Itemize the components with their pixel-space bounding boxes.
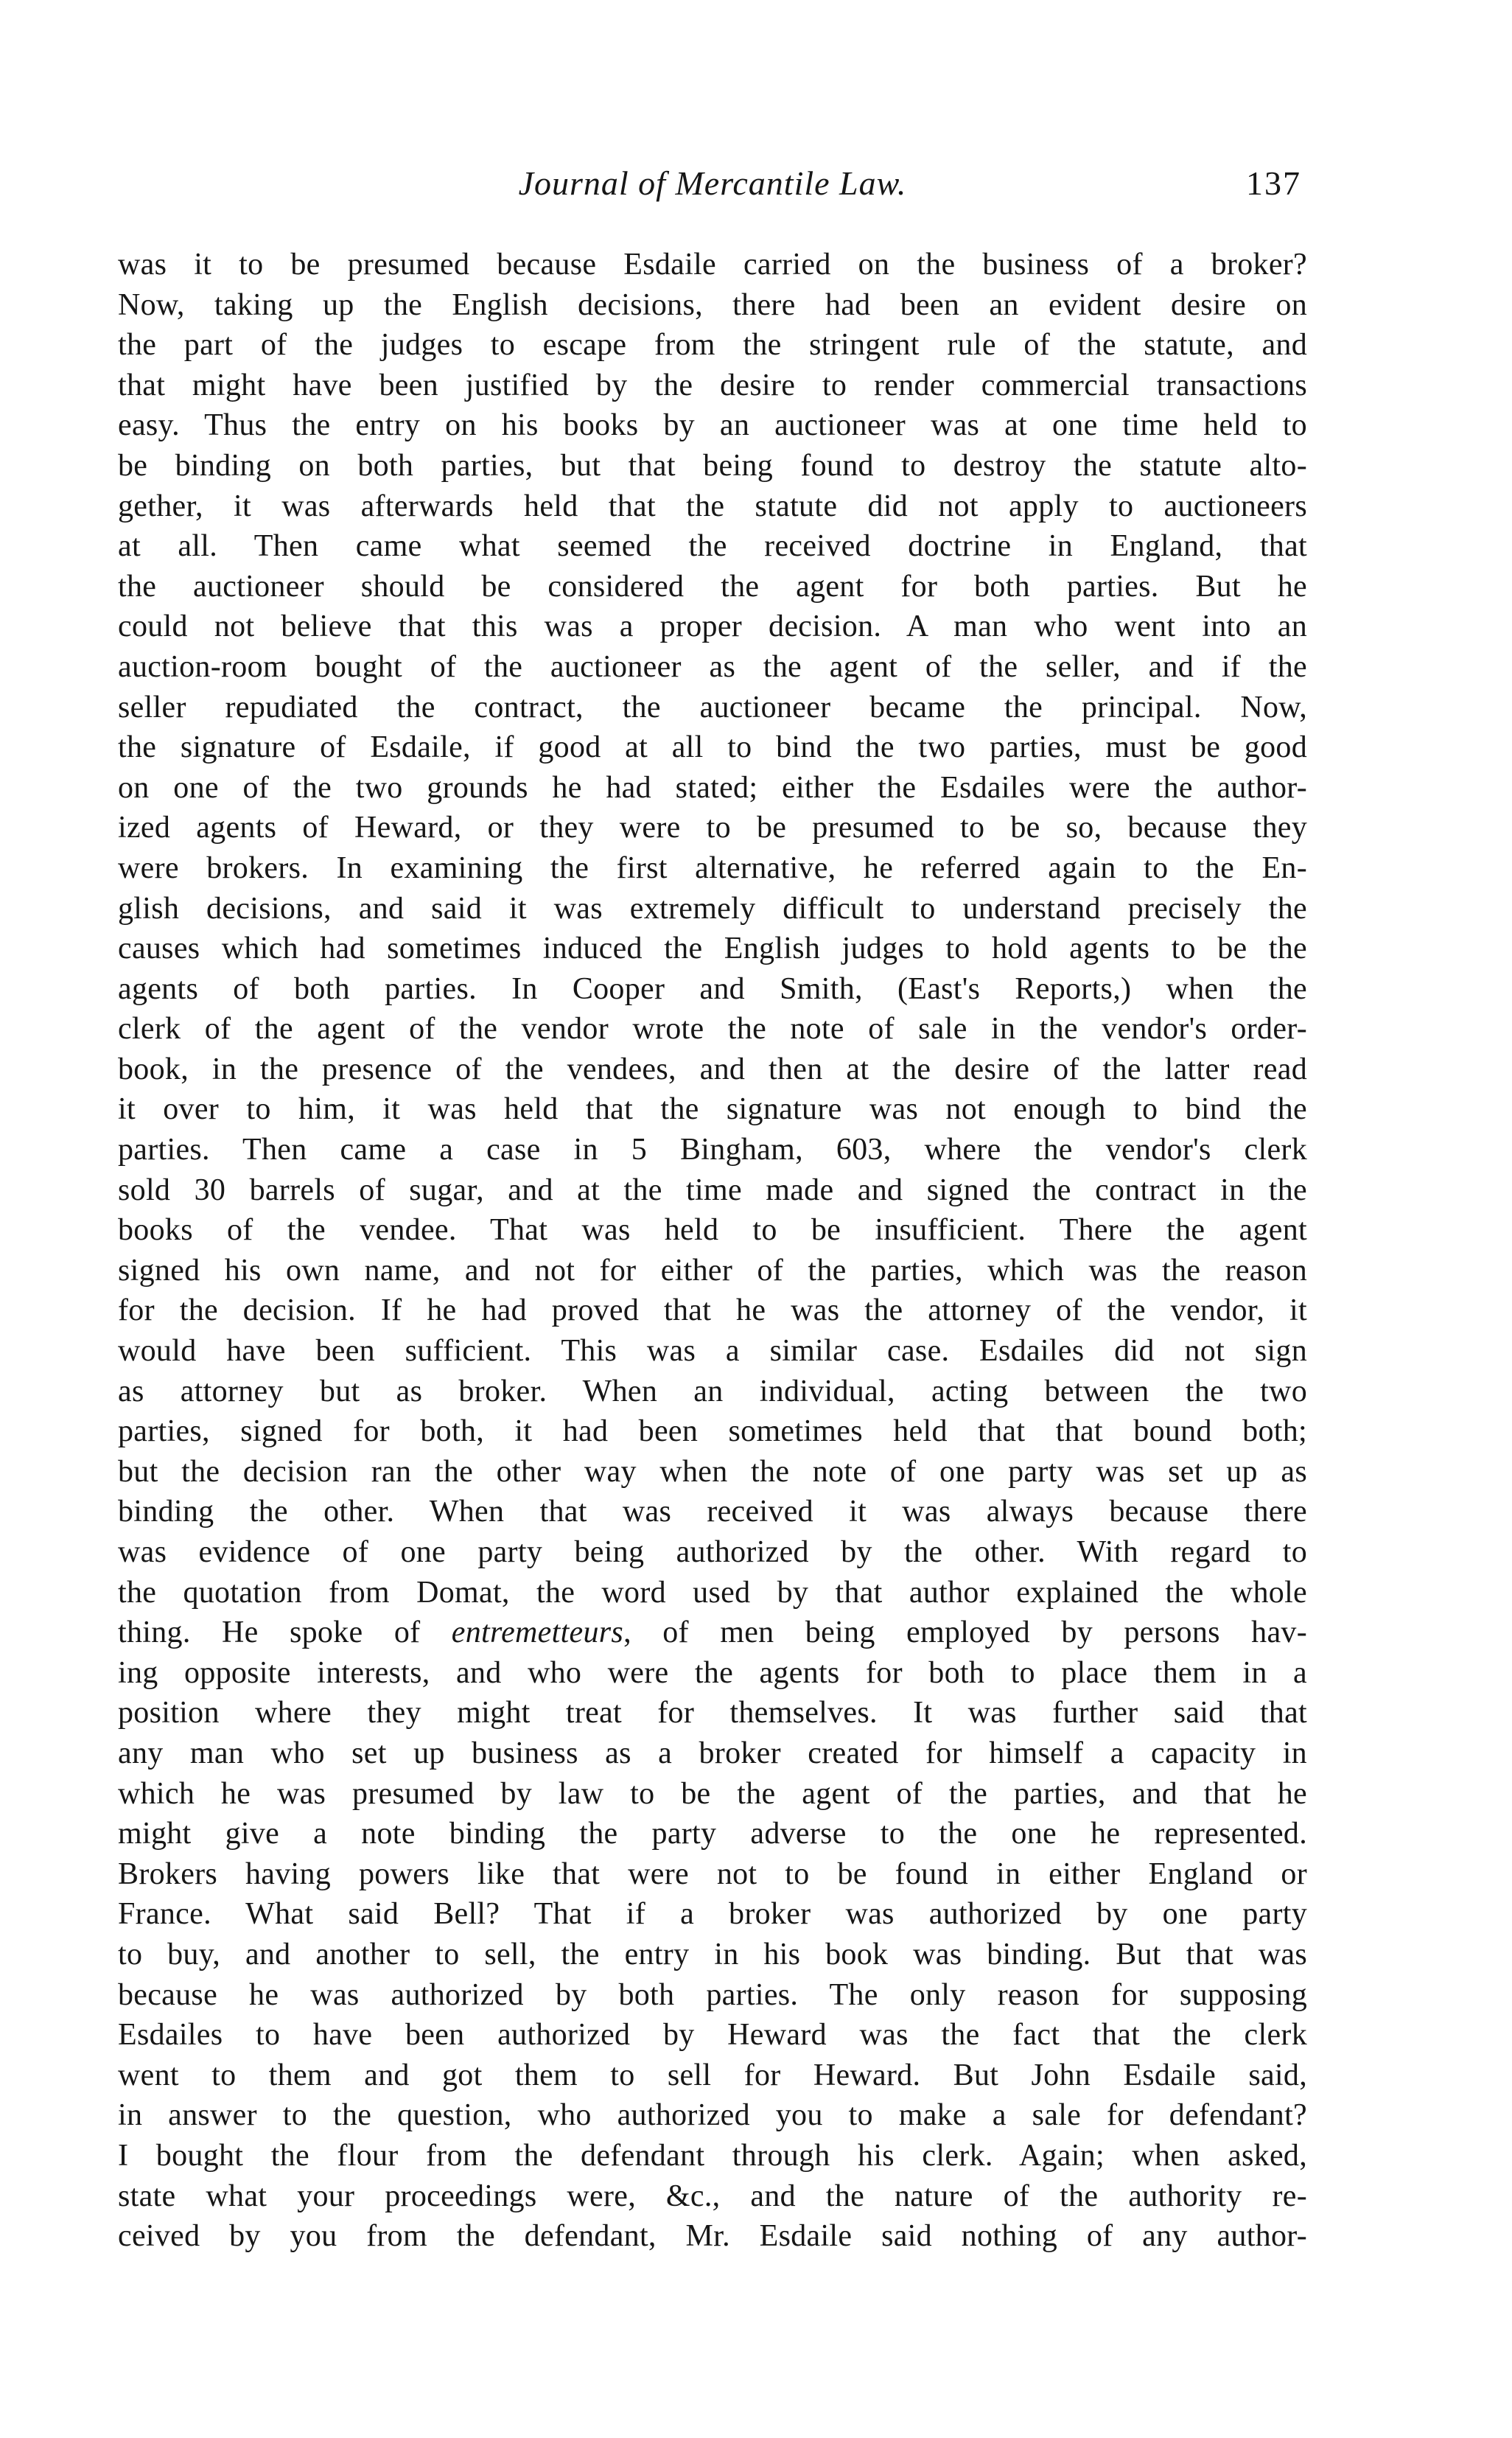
text-line: the auctioneer should be considered the agent for both parties. But he <box>118 569 1307 604</box>
text-line: the quotation from Domat, the word used by that author explained the whole <box>118 1575 1307 1610</box>
text-line: but the decision ran the other way when the note of one party was set up as <box>118 1454 1307 1489</box>
body-text <box>118 245 1307 2257</box>
text-line: were brokers. In examining the first alternative, he referred again to the En- <box>118 850 1307 885</box>
page-header <box>118 164 1307 220</box>
running-title: Journal of Mercantile Law. <box>518 164 907 202</box>
text-line: to buy, and another to sell, the entry in his book was binding. But that was <box>118 1937 1307 1971</box>
text-line: in answer to the question, who authorized you to make a sale for defendant? <box>118 2098 1307 2133</box>
text-line: ized agents of Heward, or they were to be presumed to be so, because they <box>118 811 1307 845</box>
text-line: France. What said Bell? That if a broker was authorized by one party <box>118 1897 1307 1932</box>
text-line: causes which had sometimes induced the English judges to hold agents to be the <box>118 932 1307 966</box>
text-line: thing. He spoke of entremetteurs, of men being employed by persons hav- <box>118 1616 1307 1650</box>
text-line: any man who set up business as a broker created for himself a capacity in <box>118 1736 1307 1770</box>
text-line: the signature of Esdaile, if good at all to bind the two parties, must be good <box>118 730 1307 765</box>
text-line: easy. Thus the entry on his books by an auctioneer was at one time held to <box>118 408 1307 443</box>
text-line: Esdailes to have been authorized by Heward was the fact that the clerk <box>118 2018 1307 2053</box>
text-line: would have been sufficient. This was a similar case. Esdailes did not sign <box>118 1334 1307 1369</box>
text-line: ceived by you from the defendant, Mr. Esdaile said nothing of any author- <box>118 2219 1307 2254</box>
page <box>118 164 1307 2257</box>
text-line: glish decisions, and said it was extremely difficult to understand precisely the <box>118 891 1307 926</box>
text-line: was it to be presumed because Esdaile carried on the business of a broker? <box>118 248 1307 282</box>
text-line: books of the vendee. That was held to be insufficient. There the agent <box>118 1213 1307 1248</box>
text-line: gether, it was afterwards held that the statute did not apply to auctioneers <box>118 489 1307 523</box>
text-line: went to them and got them to sell for Heward. But John Esdaile said, <box>118 2058 1307 2092</box>
italic-term: entremetteurs <box>451 1616 624 1650</box>
text-line: because he was authorized by both parties. The only reason for supposing <box>118 1977 1307 2012</box>
text-line: as attorney but as broker. When an individual, acting between the two <box>118 1374 1307 1408</box>
text-line: Brokers having powers like that were not to be found in either England or <box>118 1857 1307 1891</box>
text-line: sold 30 barrels of sugar, and at the time made and signed the contract in the <box>118 1173 1307 1207</box>
text-line: was evidence of one party being authorized by the other. With regard to <box>118 1535 1307 1569</box>
text-line: book, in the presence of the vendees, and then at the desire of the latter read <box>118 1052 1307 1086</box>
text-line: that might have been justified by the desire to render commercial transactions <box>118 368 1307 402</box>
text-line: seller repudiated the contract, the auctioneer became the principal. Now, <box>118 690 1307 724</box>
text-line: Now, taking up the English decisions, there had been an evident desire on <box>118 287 1307 322</box>
text-line: might give a note binding the party adverse to the one he represented. <box>118 1817 1307 1851</box>
text-line: be binding on both parties, but that being found to destroy the statute alto- <box>118 448 1307 483</box>
text-line: position where they might treat for themselves. It was further said that <box>118 1696 1307 1730</box>
text-line: on one of the two grounds he had stated; either the Esdailes were the author- <box>118 770 1307 805</box>
text-line: signed his own name, and not for either of the parties, which was the reason <box>118 1253 1307 1288</box>
text-line: could not believe that this was a proper decision. A man who went into an <box>118 610 1307 644</box>
text-line: auction-room bought of the auctioneer as the agent of the seller, and if the <box>118 649 1307 684</box>
text-line: I bought the flour from the defendant through his clerk. Again; when asked, <box>118 2138 1307 2173</box>
text-line: binding the other. When that was received it was always because there <box>118 1495 1307 1529</box>
text-line: for the decision. If he had proved that he was the attorney of the vendor, it <box>118 1293 1307 1328</box>
text-line: agents of both parties. In Cooper and Smith, (East's Reports,) when the <box>118 971 1307 1006</box>
text-line: clerk of the agent of the vendor wrote the note of sale in the vendor's order- <box>118 1012 1307 1047</box>
text-line: parties, signed for both, it had been sometimes held that that bound both; <box>118 1414 1307 1449</box>
text-line: the part of the judges to escape from the stringent rule of the statute, and <box>118 328 1307 363</box>
page-number: 137 <box>1246 164 1301 202</box>
text-line: at all. Then came what seemed the received doctrine in England, that <box>118 529 1307 564</box>
text-line: ing opposite interests, and who were the agents for both to place them in a <box>118 1655 1307 1690</box>
text-line: it over to him, it was held that the signature was not enough to bind the <box>118 1092 1307 1127</box>
text-line: which he was presumed by law to be the agent of the parties, and that he <box>118 1776 1307 1811</box>
text-line: state what your proceedings were, &c., and the nature of the authority re- <box>118 2179 1307 2213</box>
text-line: parties. Then came a case in 5 Bingham, 603, where the vendor's clerk <box>118 1133 1307 1167</box>
